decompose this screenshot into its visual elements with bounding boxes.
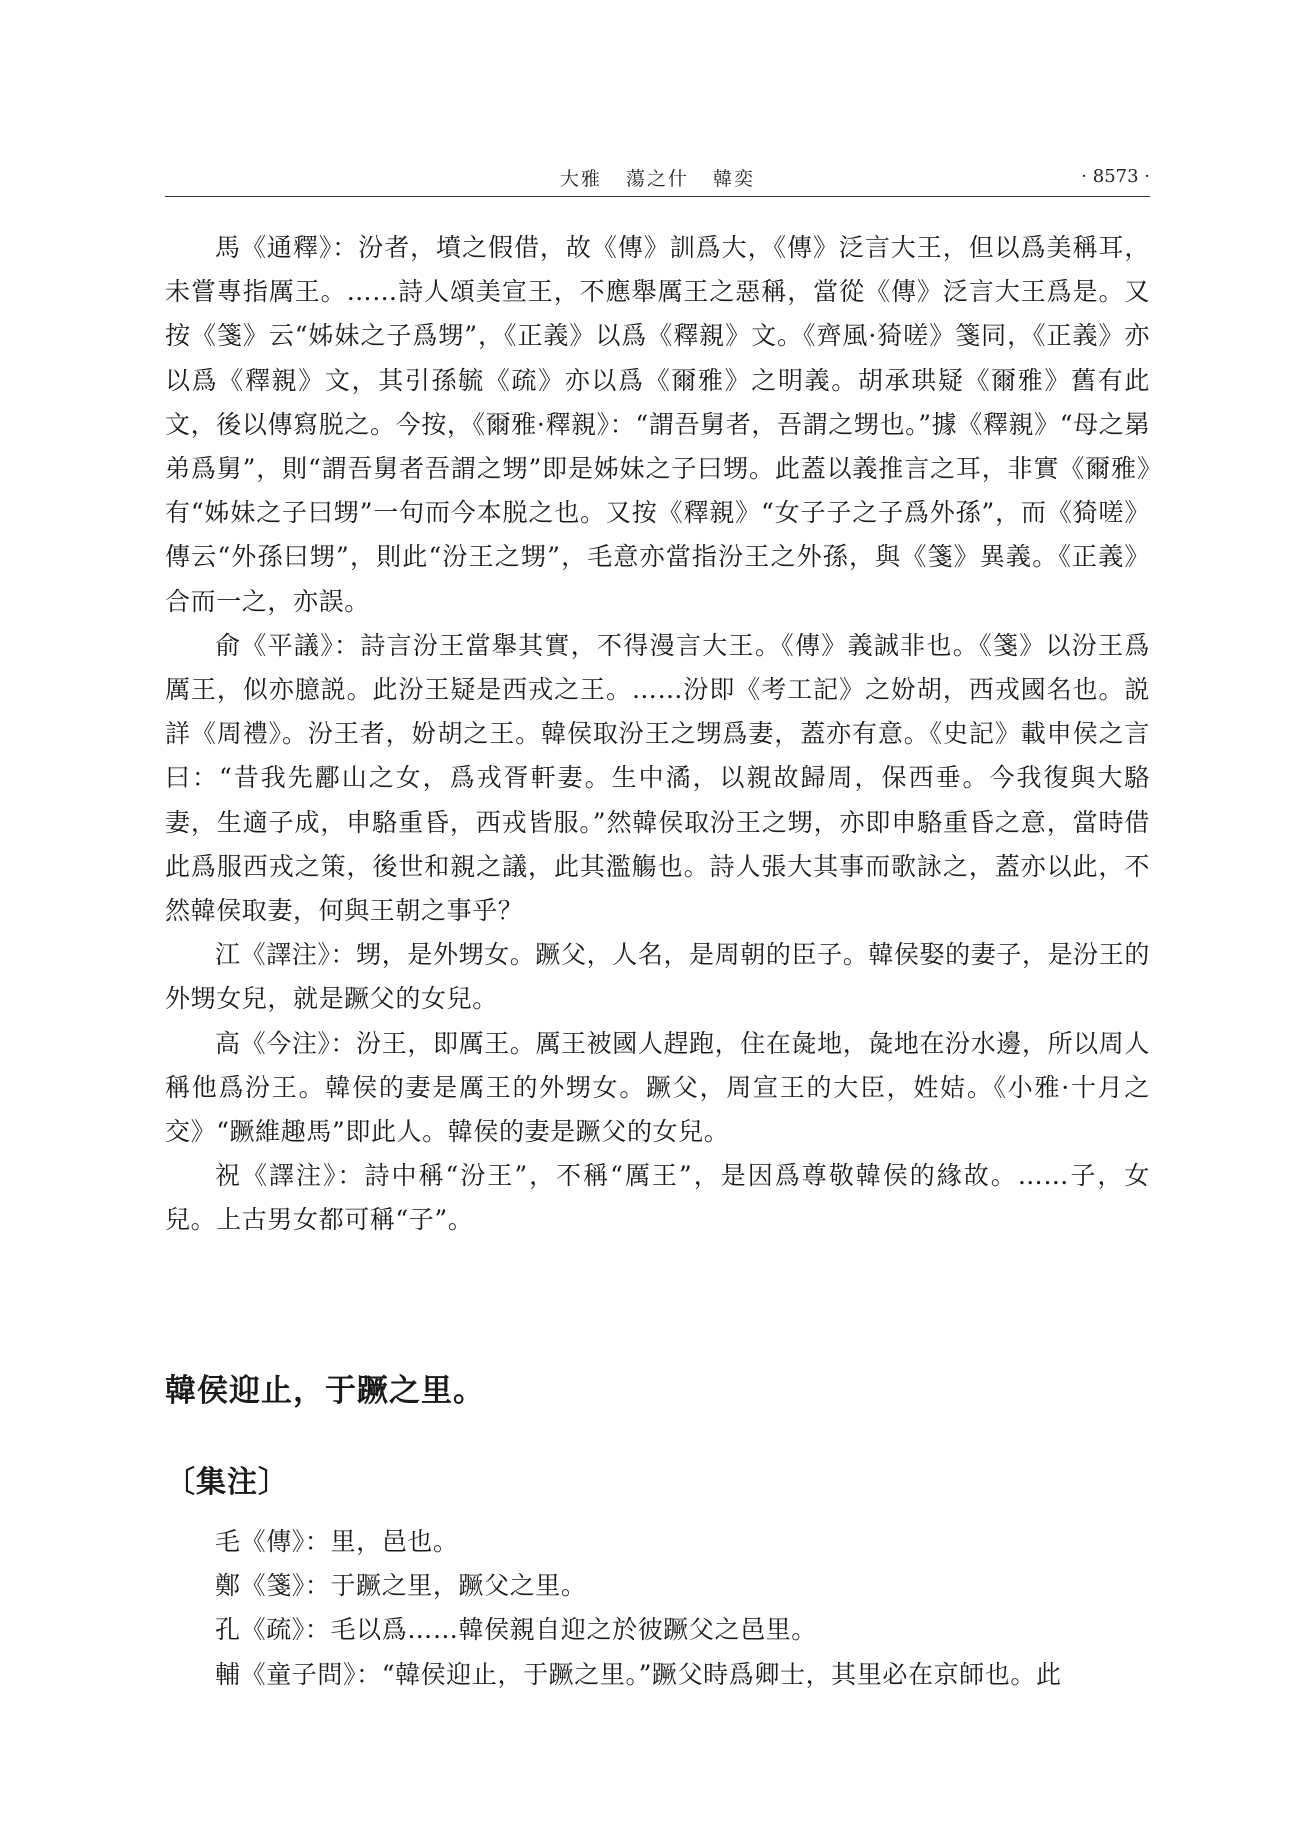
header-rule	[165, 196, 1150, 197]
page-number: · 8573 ·	[1081, 166, 1150, 187]
note-kong-shu: 孔《疏》：毛以爲……韓侯親自迎之於彼蹶父之邑里。	[215, 1615, 817, 1645]
running-title-poem: 韓奕	[713, 168, 756, 190]
commentary-paragraph-gao: 高《今注》：汾王，即厲王。厲王被國人趕跑，住在彘地，彘地在汾水邊，所以周人稱他爲汾王。韓侯的妻是厲王的外甥女。蹶父，周宣王的大臣，姓姞。《小雅·十月之交》“蹶維趣馬”即此人。韓侯的妻是蹶父的女兒。	[165, 1028, 1150, 1147]
commentary-paragraph-yu: 俞《平議》：詩言汾王當舉其實，不得漫言大王。《傳》義誠非也。《箋》以汾王爲厲王，似亦臆説。此汾王疑是西戎之王。……汾即《考工記》之妢胡，西戎國名也。説詳《周禮》。汾王者，妢胡之王。韓侯取汾王之甥爲妻，蓋亦有意。《史記》載申侯之言曰：“昔我先酈山之女，爲戎胥軒妻。生中潏，以親故歸周，保西垂。今我復與大駱妻，生適子成，申駱重昏，西戎皆服。”然韓侯取汾王之甥，亦即申駱重昏之意，當時借此爲服西戎之策，後世和親之議，此其濫觴也。詩人張大其事而歌詠之，蓋亦以此，不然韓侯取妻，何與王朝之事乎？	[165, 630, 1150, 926]
commentary-paragraph-jiang: 江《譯注》：甥，是外甥女。蹶父，人名，是周朝的臣子。韓侯娶的妻子，是汾王的外甥女兒，就是蹶父的女兒。	[165, 940, 1150, 1014]
note-zheng-jian: 鄭《箋》：于蹶之里，蹶父之里。	[215, 1571, 587, 1601]
note-mao-zhuan: 毛《傳》：里，邑也。	[215, 1527, 459, 1556]
running-head	[165, 160, 1150, 196]
note-fu-tongziwen: 輔《童子問》：“韓侯迎止，于蹶之里。”蹶父時爲卿士，其里必在京師也。此	[215, 1659, 1062, 1689]
running-title	[165, 164, 1150, 191]
commentary-paragraph-ma: 馬《通釋》：汾者，墳之假借，故《傳》訓爲大，《傳》泛言大王，但以爲美稱耳，未嘗專指厲王。……詩人頌美宣王，不應舉厲王之惡稱，當從《傳》泛言大王爲是。又按《箋》云“姊妹之子爲甥”，《正義》以爲《釋親》文。《齊風·猗嗟》箋同，《正義》亦以爲《釋親》文，其引孫毓《疏》亦以爲《爾雅》之明義。胡承珙疑《爾雅》舊有此文，後以傳寫脱之。今按，《爾雅·釋親》：“謂吾舅者，吾謂之甥也。”據《釋親》“母之晜弟爲舅”，則“謂吾舅者吾謂之甥”即是姊妹之子曰甥。此蓋以義推言之耳，非實《爾雅》有“姊妹之子曰甥”一句而今本脱之也。又按《釋親》“女子子之子爲外孫”，而《猗嗟》傳云“外孫曰甥”，則此“汾王之甥”，毛意亦當指汾王之外孫，與《箋》異義。《正義》合而一之，亦誤。	[165, 233, 1150, 616]
running-title-section: 大雅	[559, 168, 602, 190]
commentary-paragraph-zhu: 祝《譯注》：詩中稱“汾王”，不稱“厲王”，是因爲尊敬韓侯的緣故。……子，女兒。上古男女都可稱“子”。	[165, 1161, 1150, 1235]
verse-line: 韓侯迎止，于蹶之里。	[165, 1373, 485, 1409]
section-heading-jizhu: 〔集注〕	[165, 1465, 289, 1500]
commentary-body	[165, 226, 1150, 1243]
collected-notes	[165, 1520, 1150, 1697]
running-title-chapter: 蕩之什	[625, 168, 689, 190]
